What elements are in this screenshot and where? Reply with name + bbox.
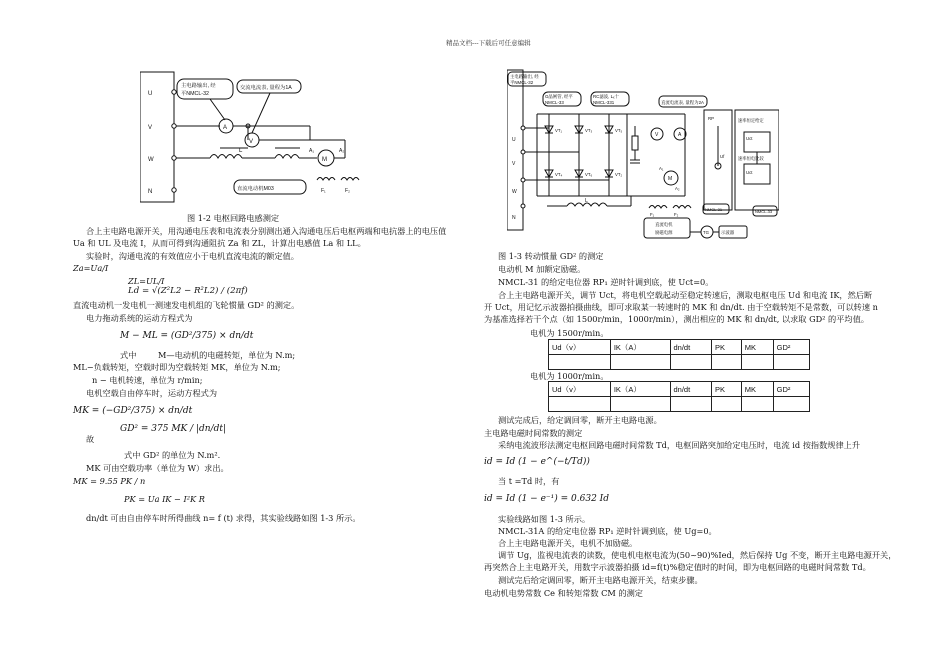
col-ik: IK（A） <box>610 340 670 355</box>
col-mk: MK <box>741 382 773 397</box>
left-para-4: 电力拖动系统的运动方程式为 <box>86 313 193 323</box>
col-pk: PK <box>711 382 741 397</box>
fig12-label-n: N <box>148 189 153 195</box>
eq-za: Za=Ua/I <box>73 263 109 273</box>
eq-ld: Ld = √(Z²L2 − R²L2) / (2πf) <box>128 286 248 296</box>
right-para-12: 测试完后给定调回零，断开主电路电源开关，结束步骤。 <box>498 575 703 585</box>
right-para-3b: 开 Uct，用记忆示波器拍摄曲线，即可求取某一转速时的 MK 和 dn/dt. 由于空载转矩不是常数，可以转速 n <box>484 302 878 312</box>
right-para-4: 测试完成后，给定调回零，断开主电路电源。 <box>498 415 662 425</box>
fig13-motor-src2: 励磁电源 <box>655 230 673 235</box>
speed-1500-label: 电机为 1500r/min。 <box>530 328 609 338</box>
eq-id-632: id = Id (1 − e⁻¹) = 0.632 Id <box>484 494 609 504</box>
left-para-5b: M—电动机的电磁转矩，单位为 N.m; <box>158 350 296 360</box>
fig13-vt6: VT₆ <box>585 172 593 177</box>
right-para-8: 实验线路如图 1-3 所示。 <box>498 514 591 524</box>
fig13-vt5: VT₅ <box>615 128 623 133</box>
fig13-note-1b: 平NMCL-32 <box>510 80 534 85</box>
fig12-note-2: 交流电流表, 量程为1A <box>240 85 292 91</box>
fig13-label-u: U <box>512 137 516 143</box>
fig13-inductor: L <box>585 198 588 204</box>
right-para-11a: 调节 Ug，监视电流表的读数，使电机电枢电流为(50~90)%Ied，然后保持 Ug 不变，断开主电路电源开关， <box>498 550 897 560</box>
fig13-ug: Uct <box>746 136 753 141</box>
fig13-note-4: 直流电流表, 量程为2A <box>661 100 704 105</box>
fig13-a1: A₁ <box>659 166 664 171</box>
table-cell[interactable] <box>711 397 741 412</box>
right-para-6: 采纳电流波形法测定电枢回路电磁时间常数 Td，电枢回路突加给定电压时，电流 id 按指数规律上升 <box>498 440 861 450</box>
left-para-11: MK 可由空载功率（单位为 W）求出。 <box>86 463 229 473</box>
col-mk: MK <box>741 340 773 355</box>
left-para-12: dn/dt 可由自由停车时所得曲线 n= f (t) 求得，其实验线路如图 1-3 所示。 <box>86 513 361 523</box>
eq-mk-pk: MK = 9.55 PK / n <box>73 476 146 486</box>
fig13-rp: RP <box>708 116 714 121</box>
left-para-9: 故 <box>86 434 95 444</box>
right-para-1: 电动机 M 加额定励磁。 <box>498 264 586 274</box>
eq-motion: M − ML = (GD²/375) × dn/dt <box>120 331 254 341</box>
fig13-vt4: VT₄ <box>555 172 563 177</box>
col-dndt: dn/dt <box>670 340 711 355</box>
fig12-voltmeter-label: V <box>249 139 254 145</box>
fig13-label-v: V <box>512 161 516 167</box>
fig12-motor-label: 直流电动机M03 <box>237 186 274 192</box>
data-table-1000 <box>548 381 810 412</box>
right-heading-ce-cm: 电动机电势常数 Ce 和转矩常数 CM 的测定 <box>484 588 643 598</box>
table-cell[interactable] <box>670 355 711 370</box>
col-ik: IK（A） <box>610 382 670 397</box>
table-cell[interactable] <box>549 355 611 370</box>
right-heading-time-constant: 主电路电磁时间常数的测定 <box>484 428 583 438</box>
right-para-9: NMCL-31A 的给定电位器 RP₁ 逆时针调到底，使 Ug=0。 <box>498 526 717 536</box>
col-gd2: GD² <box>773 382 809 397</box>
right-para-11b: 再突然合上主电路开关，用数字示波器拍摄 id=f(t)%稳定值时的时间，即为电枢回路的电磁时间常数 Td。 <box>484 562 871 572</box>
fig13-note-2b: NMCL-33 <box>545 100 564 105</box>
col-pk: PK <box>711 340 741 355</box>
fig12-a1: A₁ <box>309 148 315 154</box>
fig12-ammeter-label: A <box>223 125 228 131</box>
table-cell[interactable] <box>711 355 741 370</box>
fig13-vt1: VT₁ <box>555 128 562 133</box>
table-row <box>549 355 810 370</box>
fig13-vt3: VT₃ <box>585 128 593 133</box>
left-para-10: 式中 GD² 的单位为 N.m². <box>124 450 221 460</box>
fig12-label-u: U <box>148 91 153 97</box>
fig12-f1: F₁ <box>321 188 326 194</box>
left-para-8: 电机空载自由停车时，运动方程式为 <box>86 388 218 398</box>
left-para-5a: 式中 <box>120 350 137 360</box>
table-cell[interactable] <box>670 397 711 412</box>
table-cell[interactable] <box>741 355 773 370</box>
right-para-3a: 合上主电路电源开关，调节 Uct，将电机空载起动至稳定转速后，测取电枢电压 Ud 和电流 IK，然后断 <box>498 290 873 300</box>
fig13-note-2a: G晶闸管, 经平 <box>545 94 573 99</box>
page-header: 精品文档---下载后可任意编辑 <box>446 39 531 47</box>
fig13-uct: Uct <box>746 170 753 175</box>
figure-1-3-circuit <box>507 66 779 244</box>
table-cell[interactable] <box>549 397 611 412</box>
fig13-voltmeter: V <box>655 132 659 138</box>
left-para-3: 直流电动机一发电机一测速发电机组的飞轮惯量 GD² 的测定。 <box>73 300 300 310</box>
fig13-motor: M <box>668 176 673 182</box>
fig13-scope: 示波器 <box>721 230 735 235</box>
table-row <box>549 397 810 412</box>
right-para-7: 当 t =Td 时，有 <box>498 476 560 486</box>
table-header-row <box>549 340 810 355</box>
fig13-a2: A₂ <box>675 186 680 191</box>
left-para-1b: Ua 和 UL 及电流 I，从而可得到沟通阻抗 Za 和 ZL，计算出电感值 La 和 LL。 <box>73 238 366 248</box>
table-cell[interactable] <box>610 355 670 370</box>
fig12-label-w: W <box>148 157 154 163</box>
eq-gd2: GD² = 375 MK / |dn/dt| <box>120 424 227 434</box>
col-ud: Ud（v） <box>549 382 611 397</box>
figure-1-2-caption: 图 1-2 电枢回路电感测定 <box>187 213 280 223</box>
table-header-row <box>549 382 810 397</box>
fig13-vt2: VT₂ <box>615 172 623 177</box>
col-gd2: GD² <box>773 340 809 355</box>
fig12-inductor-label: L <box>239 148 243 154</box>
left-para-1a: 合上主电路电源开关，用沟通电压表和电流表分别测出通入沟通电压后电枢两端和电抗器上的电压值 <box>86 226 447 236</box>
left-para-6: ML−负载转矩，空载时即为空载转矩 MK，单位为 N.m; <box>73 362 281 372</box>
fig13-box1: 速率恒定给定 <box>738 118 764 123</box>
fig13-note-1a: 主电路输出, 经 <box>510 74 539 79</box>
fig13-uf: Uf <box>720 154 725 159</box>
fig12-label-v: V <box>148 125 153 131</box>
left-para-2: 实验时，沟通电流的有效值应小于电机直流电流的额定值。 <box>86 251 299 261</box>
right-para-3c: 为基准选择若干个点（如 1500r/min，1000r/min），测出相应的 MK 和 dn/dt, 以求取 GD² 的平均值。 <box>484 314 869 324</box>
figure-1-2-circuit <box>140 70 380 212</box>
table-cell[interactable] <box>741 397 773 412</box>
table-cell[interactable] <box>610 397 670 412</box>
figure-1-3-caption: 图 1-3 转动惯量 GD² 的测定 <box>498 251 604 261</box>
fig12-note-1a: 主电路输出, 经 <box>181 83 216 89</box>
fig13-label-n: N <box>512 215 516 221</box>
fig12-f2: F₂ <box>345 188 350 194</box>
fig13-f1: F₁ <box>650 212 655 217</box>
right-para-10: 合上主电路电源开关，电机不加励磁。 <box>498 538 638 548</box>
eq-zl: ZL=UL/I <box>128 276 165 286</box>
col-dndt: dn/dt <box>670 382 711 397</box>
fig13-label-w: W <box>512 189 517 195</box>
table-cell[interactable] <box>773 355 809 370</box>
data-table-1500 <box>548 339 810 370</box>
right-para-2: NMCL-31 的给定电位器 RP₁ 逆时针调到底，使 Uct=0。 <box>498 277 714 287</box>
table-cell[interactable] <box>773 397 809 412</box>
eq-mk: MK = (−GD²/375) × dn/dt <box>73 406 193 416</box>
fig12-note-1b: 平NMCL-32 <box>181 91 209 97</box>
fig12-a2: A₂ <box>339 148 345 154</box>
fig13-nmcl31: NMCL-31 <box>705 207 723 212</box>
fig13-box2: 速率恒电比较 <box>738 156 764 161</box>
fig13-ammeter: A <box>678 132 682 138</box>
eq-id: id = Id (1 − e^(−t/Td)) <box>484 457 590 467</box>
fig12-motor-m: M <box>322 157 327 163</box>
fig13-tg: TG <box>703 230 709 235</box>
eq-pk: PK = Ua IK − I²K R <box>124 494 205 504</box>
fig13-note-3a: RC滤波, Lₓ十 <box>593 94 619 99</box>
fig13-f2: F₂ <box>674 212 679 217</box>
fig13-note-3b: NMCL-331 <box>593 100 615 105</box>
left-para-7: n − 电机转速，单位为 r/min; <box>92 375 203 385</box>
fig13-motor-src: 直流电机 <box>655 222 673 227</box>
col-ud: Ud（v） <box>549 340 611 355</box>
fig13-nmcl33: NMCL-33 <box>755 209 773 214</box>
speed-1000-label: 电机为 1000r/min。 <box>530 371 609 381</box>
